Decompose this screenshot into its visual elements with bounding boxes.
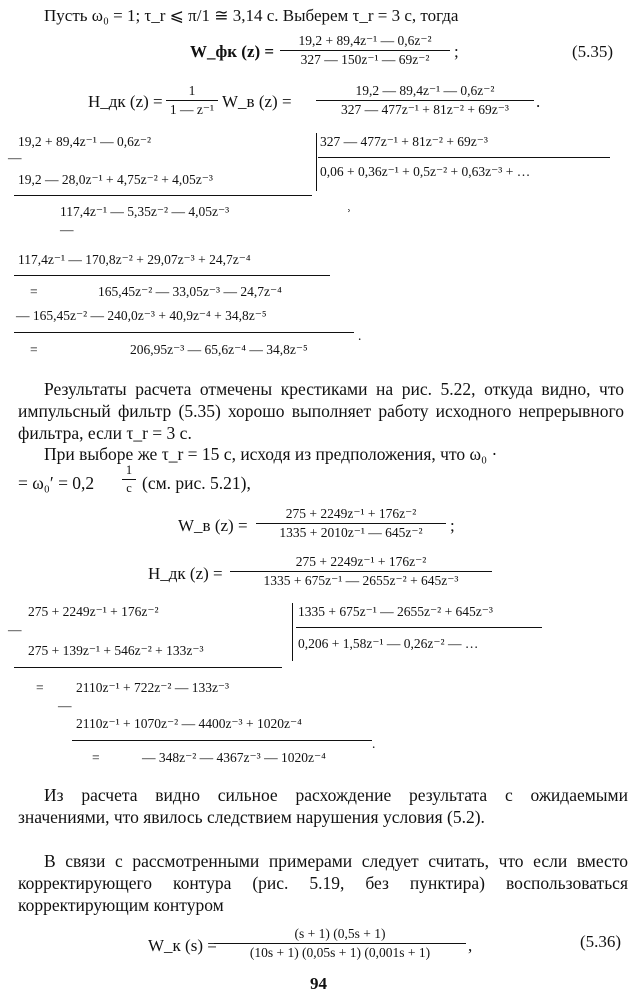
div1-divisor: 327 — 477z⁻¹ + 81z⁻² + 69z⁻³ (320, 134, 488, 149)
hdk1-frac1-num: 1 (188, 83, 196, 98)
wv2-tail: ; (450, 516, 455, 535)
hdk1-numerator: 19,2 — 89,4z⁻¹ — 0,6z⁻² (355, 83, 495, 98)
div1-rem1: 117,4z⁻¹ — 5,35z⁻² — 4,05z⁻³ (60, 204, 230, 219)
hdk1-frac1-den: 1 — z⁻¹ (169, 102, 215, 117)
div1-rem2: 165,45z⁻² — 33,05z⁻³ — 24,7z⁻⁴ (98, 284, 282, 299)
div1-stray-mark: ˒ (346, 198, 352, 217)
div2-rem2-tail: . (372, 736, 376, 751)
hdk1-mid: W_в (z) = (222, 92, 292, 111)
paragraph-4: В связи с рассмотренными примерами следует считать, что если вместо корректирующего контура (рис. 5.19, без пунктира) воспользоваться корректирующим контуром (18, 851, 628, 915)
eq536-denominator: (10s + 1) (0,05s + 1) (0,001s + 1) (249, 945, 431, 960)
div2-sub2: 2110z⁻¹ + 1070z⁻² — 4400z⁻³ + 1020z⁻⁴ (76, 716, 302, 731)
hdk2-lhs: H_дк (z) = (148, 564, 223, 583)
div1-dividend: 19,2 + 89,4z⁻¹ — 0,6z⁻² (18, 134, 152, 149)
div1-sub2: 117,4z⁻¹ — 170,8z⁻² + 29,07z⁻³ + 24,7z⁻⁴ (18, 252, 251, 267)
eq535-lhs: W_фк (z) = (190, 42, 275, 61)
div1-minus-sign: — (8, 150, 22, 165)
hdk2-denominator: 1335 + 675z⁻¹ — 2655z⁻² + 645z⁻³ (263, 573, 459, 588)
paragraph-2-line1: При выборе же τ_r = 15 с, исходя из предположения, что ω₀ · (44, 444, 498, 464)
intro-line: Пусть ω₀ = 1; τ_r ⩽ π/1 ≅ 3,14 с. Выберем τ_r = 3 с, тогда (44, 6, 459, 25)
hdk2-fraction (230, 554, 492, 589)
para2-fraction-den: с (126, 481, 132, 495)
eq536-lhs: W_к (s) = (148, 936, 217, 955)
wv2-denominator: 1335 + 2010z⁻¹ — 645z⁻² (279, 525, 423, 540)
eq536-tail: , (468, 936, 473, 955)
eq535-numerator: 19,2 + 89,4z⁻¹ — 0,6z⁻² (298, 33, 432, 48)
wv2-numerator: 275 + 2249z⁻¹ + 176z⁻² (285, 506, 417, 521)
div1-rem2-eq: = (30, 284, 38, 299)
hdk1-lhs: H_дк (z) = (88, 92, 163, 111)
eq536-number: (5.36) (580, 932, 622, 951)
paragraph-3: Из расчета видно сильное расхождение результата с ожидаемыми значениями, что явилось следствием нарушения условия (5.2). (18, 785, 628, 827)
eq536-fraction (214, 926, 466, 961)
page-number: 94 (310, 974, 327, 993)
paragraph-1: Результаты расчета отмечены крестиками на рис. 5.22, откуда видно, что импульсный фильтр (5.35) хорошо выполняет работу исходного непрерывного фильтра, если τ_r = 3 с. (18, 379, 624, 443)
hdk1-denominator: 327 — 477z⁻¹ + 81z⁻² + 69z⁻³ (341, 102, 509, 117)
paragraph-2-line2b: (см. рис. 5.21), (142, 473, 251, 493)
div1-rem3-eq: = (30, 342, 38, 357)
wv2-lhs: W_в (z) = (178, 516, 248, 535)
div1-quotient: 0,06 + 0,36z⁻¹ + 0,5z⁻² + 0,63z⁻³ + … (320, 164, 531, 179)
div1-minus-sign-2: — (60, 222, 74, 237)
para2-fraction-num: 1 (125, 463, 133, 477)
div2-divisor: 1335 + 675z⁻¹ — 2655z⁻² + 645z⁻³ (298, 604, 493, 619)
eq535-tail: ; (454, 42, 459, 61)
div1-rem3: 206,95z⁻³ — 65,6z⁻⁴ — 34,8z⁻⁵ (130, 342, 308, 357)
wv2-fraction (256, 506, 446, 541)
hdk1-frac1 (166, 83, 218, 118)
div2-rem1-eq: = (36, 680, 44, 695)
eq535-denominator: 327 — 150z⁻¹ — 69z⁻² (300, 52, 430, 67)
div2-minus-sign-2: — (58, 698, 72, 713)
div2-quotient: 0,206 + 1,58z⁻¹ — 0,26z⁻² — … (298, 636, 479, 651)
eq536-numerator: (s + 1) (0,5s + 1) (294, 926, 386, 941)
div2-dividend: 275 + 2249z⁻¹ + 176z⁻² (28, 604, 159, 619)
paragraph-2-line2a: = ω₀′ = 0,2 (18, 473, 95, 493)
para2-fraction (122, 463, 136, 496)
div1-rem3-tail: . (358, 328, 362, 343)
div2-rem1: 2110z⁻¹ + 722z⁻² — 133z⁻³ (76, 680, 230, 695)
eq535-fraction (280, 33, 450, 68)
div2-sub1: 275 + 139z⁻¹ + 546z⁻² + 133z⁻³ (28, 643, 204, 658)
hdk1-tail: . (536, 92, 541, 111)
div2-rem2-eq: = (92, 750, 100, 765)
div2-rem2: — 348z⁻² — 4367z⁻³ — 1020z⁻⁴ (142, 750, 326, 765)
div1-sub1: 19,2 — 28,0z⁻¹ + 4,75z⁻² + 4,05z⁻³ (18, 172, 213, 187)
eq535-number: (5.35) (572, 42, 614, 61)
div1-sub3: — 165,45z⁻² — 240,0z⁻³ + 40,9z⁻⁴ + 34,8z⁻⁵ (16, 308, 267, 323)
hdk2-numerator: 275 + 2249z⁻¹ + 176z⁻² (295, 554, 427, 569)
hdk1-frac2 (316, 83, 534, 118)
div2-minus-sign: — (8, 622, 22, 637)
